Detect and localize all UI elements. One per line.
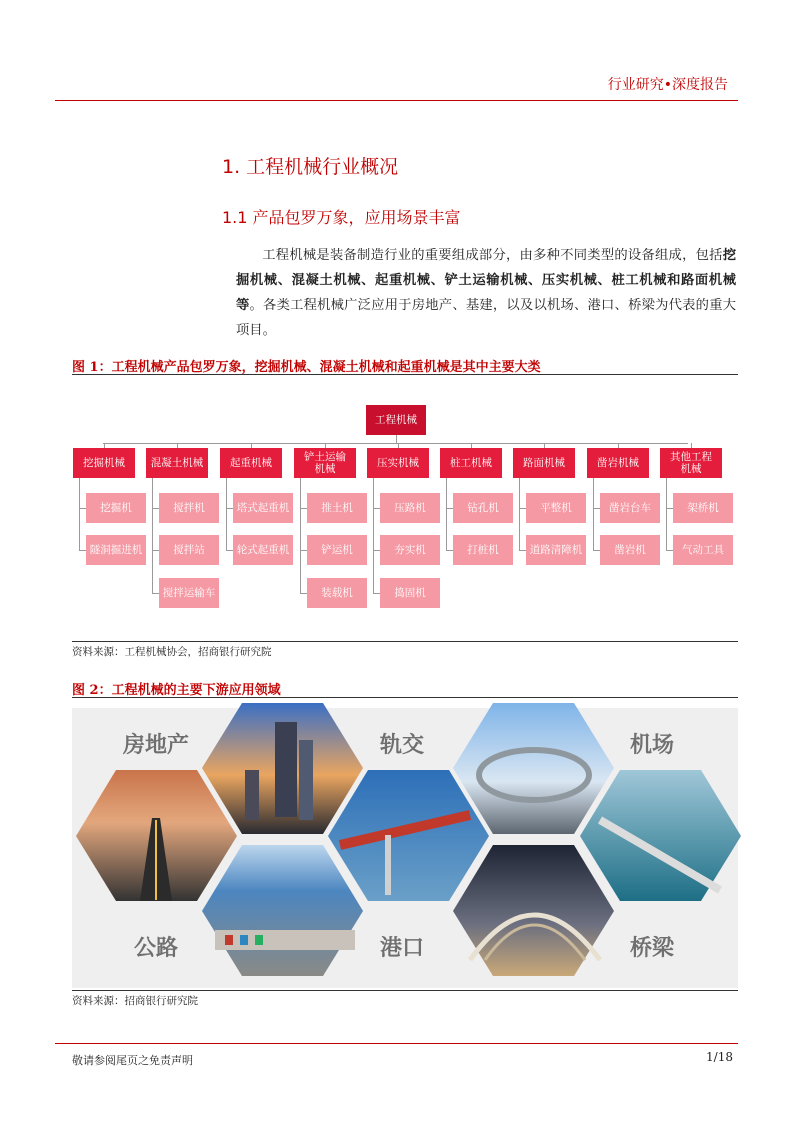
product-box: 打桩机 [453, 535, 513, 565]
section-heading: 1. 工程机械行业概况 [222, 156, 399, 178]
product-box: 搅拌机 [159, 493, 219, 523]
label-port: 港口 [380, 936, 425, 961]
product-box: 推土机 [307, 493, 367, 523]
product-box: 凿岩台车 [600, 493, 660, 523]
report-type: 行业研究•深度报告 [607, 77, 728, 93]
product-box: 捣固机 [380, 578, 440, 608]
category-label: 其他工程机械 [670, 451, 712, 475]
category-label: 凿岩机械 [597, 457, 639, 469]
category-label: 铲土运输机械 [304, 451, 346, 475]
product-box: 架桥机 [673, 493, 733, 523]
product-box: 平整机 [526, 493, 586, 523]
figure2-bottom-rule [72, 990, 738, 991]
subsection-heading: 1.1 产品包罗万象，应用场景丰富 [222, 208, 461, 227]
label-bridge: 桥梁 [630, 936, 675, 961]
label-road: 公路 [134, 936, 179, 961]
product-box: 轮式起重机 [233, 535, 293, 565]
tree-root: 工程机械 [366, 405, 426, 435]
intro-paragraph: 工程机械是装备制造行业的重要组成部分，由多种不同类型的设备组成，包括挖掘机械、混凝土机械、起重机械、铲土运输机械、压实机械、桩工机械和路面机械等。各类工程机械广泛应用于房地产、基建，以及以机场、港口、桥梁为代表的重大项目。 [236, 248, 737, 338]
category-label: 挖掘机械 [83, 457, 125, 469]
product-box: 挖掘机 [86, 493, 146, 523]
category-label: 压实机械 [377, 457, 419, 469]
label-realestate: 房地产 [123, 733, 190, 758]
label-airport: 机场 [630, 733, 675, 758]
product-box: 塔式起重机 [233, 493, 293, 523]
product-box: 气动工具 [673, 535, 733, 565]
category-label: 桩工机械 [450, 457, 492, 469]
category-label: 混凝土机械 [150, 457, 204, 469]
footer-rule [55, 1043, 738, 1044]
figure2-title: 图 2：工程机械的主要下游应用领域 [72, 683, 281, 698]
footer-disclaimer: 敬请参阅尾页之免责声明 [72, 1054, 193, 1067]
product-box: 搅拌运输车 [159, 578, 219, 608]
category-label: 起重机械 [230, 457, 272, 469]
product-box: 搅拌站 [159, 535, 219, 565]
product-box: 隧洞掘进机 [86, 535, 146, 565]
figure2-source: 资料来源：招商银行研究院 [72, 995, 198, 1007]
figure1-source: 资料来源：工程机械协会，招商银行研究院 [72, 646, 272, 658]
product-box: 夯实机 [380, 535, 440, 565]
product-box: 铲运机 [307, 535, 367, 565]
product-box: 装载机 [307, 578, 367, 608]
figure1-title: 图 1：工程机械产品包罗万象，挖掘机械、混凝土机械和起重机械是其中主要大类 [72, 360, 541, 375]
category-label: 路面机械 [523, 457, 565, 469]
bold-categories: 挖掘机械、混凝土机械、起重机械、铲土运输机械、压实机械、桩工机械和路面机械等 [236, 248, 736, 313]
product-box: 道路清障机 [526, 535, 586, 565]
product-box: 凿岩机 [600, 535, 660, 565]
product-box: 压路机 [380, 493, 440, 523]
product-box: 钻孔机 [453, 493, 513, 523]
page-number: 1/18 [706, 1050, 733, 1064]
label-rail: 轨交 [380, 733, 425, 758]
